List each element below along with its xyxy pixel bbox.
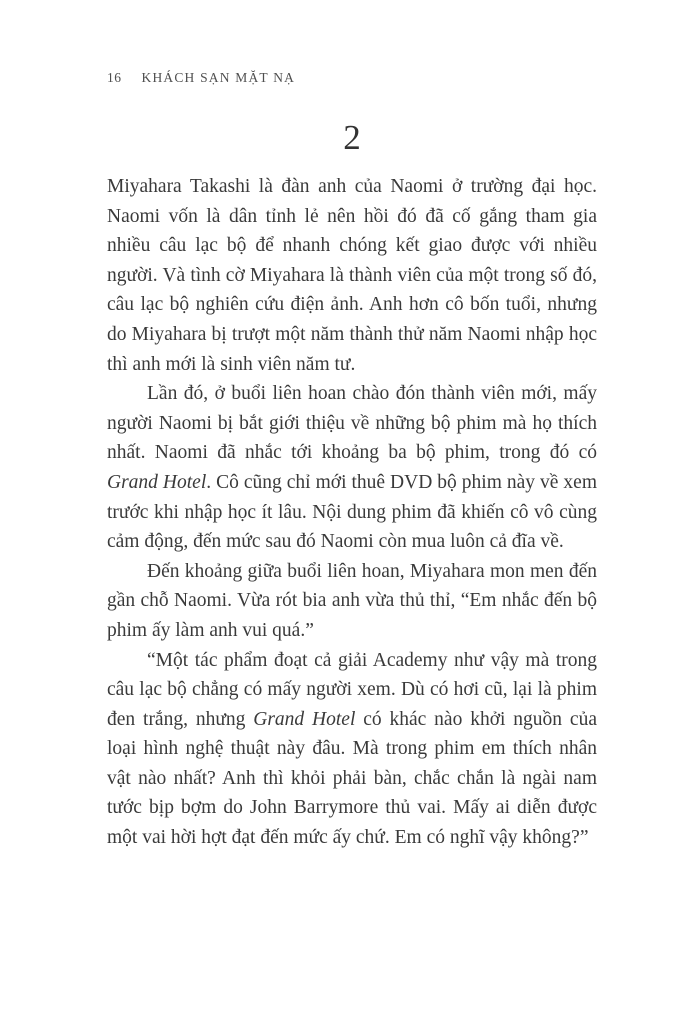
text-segment: Đến khoảng giữa buổi liên hoan, Miyahara mon men đến gần chỗ Naomi. Vừa rót bia anh vừa thủ thỉ, “Em nhắc đến bộ phim ấy làm anh vui quá.” [107, 560, 597, 641]
italic-title-text: Grand Hotel [107, 471, 207, 493]
paragraph [107, 379, 597, 557]
text-segment: Miyahara Takashi là đàn anh của Naomi ở trường đại học. Naomi vốn là dân tỉnh lẻ nên hồi đó đã cố gắng tham gia nhiều câu lạc bộ để nhanh chóng kết giao được với nhiều người. Và tình cờ Miyahara là thành viên của một trong số đó, câu lạc bộ nghiên cứu điện ảnh. Anh hơn cô bốn tuổi, nhưng do Miyahara bị trượt một năm thành thử năm Naomi nhập học thì anh mới là sinh viên năm tư. [107, 176, 597, 375]
text-segment: “Một tác phẩm đoạt cả giải Academy như vậy mà trong câu lạc bộ chẳng có mấy người xem. Dù có hơi cũ, lại là phim đen trắng, nhưng [107, 649, 597, 730]
paragraph [107, 646, 597, 853]
text-segment: có khác nào khởi nguồn của loại hình nghệ thuật này đâu. Mà trong phim em thích nhân vật nào nhất? Anh thì khỏi phải bàn, chắc chắn là ngài nam tước bịp bợm do John Barrymore thủ vai. Mấy ai diễn được một vai hời hợt đạt đến mức ấy chứ. Em có nghĩ vậy không?” [107, 708, 597, 849]
text-segment: . Cô cũng chỉ mới thuê DVD bộ phim này về xem trước khi nhập học ít lâu. Nội dung phim đã khiến cô vô cùng cảm động, đến mức sau đó Naomi còn mua luôn cả đĩa về. [107, 471, 598, 553]
italic-title-text: Grand Hotel [253, 708, 356, 730]
body-text [107, 172, 597, 853]
running-header [107, 70, 295, 86]
paragraph [107, 172, 597, 379]
page-number: 16 [107, 70, 122, 85]
book-title: KHÁCH SẠN MẶT NẠ [141, 70, 296, 85]
text-segment: Lần đó, ở buổi liên hoan chào đón thành viên mới, mấy người Naomi bị bắt giới thiệu về những bộ phim mà họ thích nhất. Naomi đã nhắc tới khoảng ba bộ phim, trong đó có [107, 383, 597, 464]
chapter-number: 2 [343, 118, 361, 157]
paragraph [107, 557, 597, 646]
